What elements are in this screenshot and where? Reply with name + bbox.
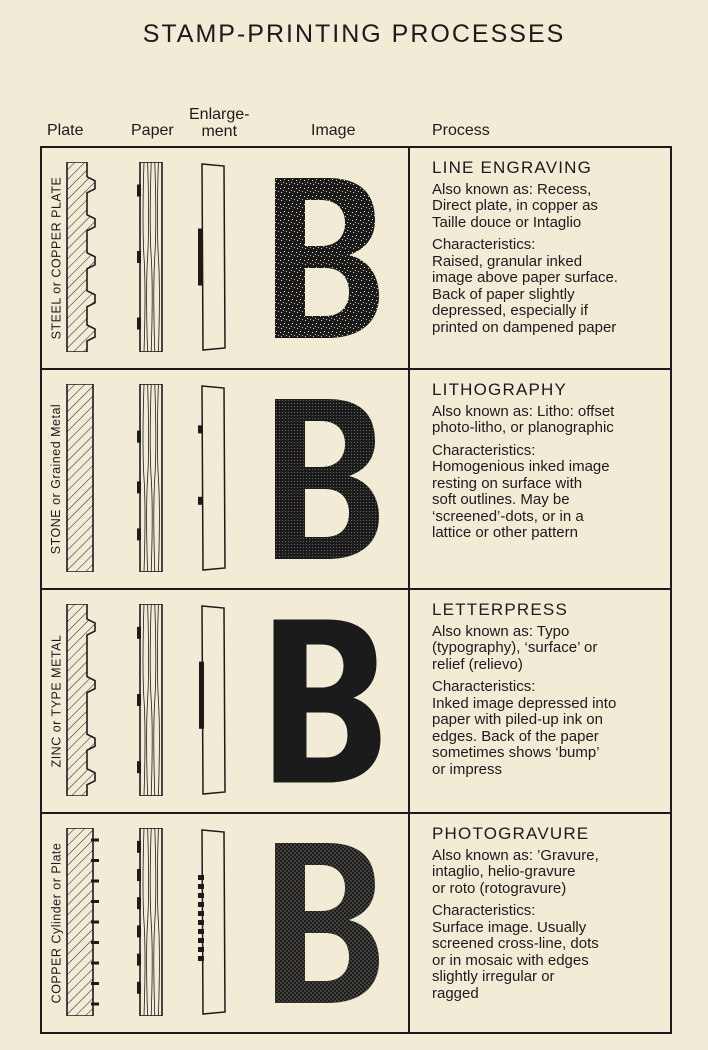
characteristics-line: Homogenious inked image (432, 458, 610, 475)
also-known-as-line: Direct plate, in copper as (432, 197, 598, 214)
plate-cross-section-icon (65, 384, 101, 572)
plate-material-label (46, 158, 66, 358)
characteristics-line: Back of paper slightly (432, 285, 575, 303)
characteristics-line: resting on surface with (432, 474, 583, 492)
page-title: STAMP-PRINTING PROCESSES (142, 20, 566, 48)
characteristics-line: paper with piled-up ink on (432, 711, 603, 728)
characteristics-line: edges. Back of the paper (432, 727, 599, 745)
enlargement-detail-icon (194, 828, 234, 1016)
characteristics-line: depressed, especially if (432, 302, 588, 319)
header-enlargement (189, 106, 249, 140)
enlargement-detail-icon (194, 604, 234, 796)
characteristics-line: printed on dampened paper (432, 318, 617, 336)
plate-material-text: ZINC or TYPE METAL (49, 634, 63, 768)
letter-b-image (272, 618, 382, 784)
characteristics-line: Raised, granular inked (432, 252, 583, 270)
also-known-as-line: relief (relievo) (432, 655, 523, 673)
also-known-as-line: Taille douce or Intaglio (432, 213, 582, 231)
characteristics-line: Inked image depressed into (432, 694, 617, 712)
header-process: Process (432, 122, 490, 139)
plate-material-label (46, 824, 66, 1022)
letter-b-image (272, 840, 382, 1006)
paper-cross-section-icon (134, 162, 168, 352)
process-table (40, 146, 672, 1034)
letter-b-image (272, 396, 382, 562)
header-image: Image (311, 122, 356, 139)
plate-material-text: STEEL or COPPER PLATE (49, 176, 64, 340)
header-paper: Paper (131, 122, 174, 139)
characteristics-line: or impress (432, 760, 503, 778)
also-known-as-line: photo-litho, or planographic (432, 419, 614, 436)
process-row (42, 814, 670, 1032)
characteristics-heading: Characteristics: (432, 902, 536, 919)
characteristics-line: lattice or other pattern (432, 524, 578, 541)
process-row (42, 148, 670, 368)
letter-b-image (272, 175, 382, 341)
process-description (432, 382, 668, 542)
process-description (432, 160, 668, 336)
process-description (432, 602, 668, 778)
process-name: LITHOGRAPHY (432, 380, 568, 399)
header-enlargement-line2: ment (201, 123, 238, 140)
plate-material-text: COPPER Cylinder or Plate (49, 842, 64, 1004)
characteristics-heading: Characteristics: (432, 236, 536, 253)
characteristics-line: slightly irregular or (432, 968, 555, 985)
plate-material-label (46, 380, 66, 578)
characteristics-heading: Characteristics: (432, 441, 536, 459)
process-row (42, 370, 670, 588)
characteristics-line: sometimes shows ‘bump’ (432, 744, 600, 761)
also-known-as-line: (typography), ‘surface’ or (432, 639, 598, 656)
characteristics-heading: Characteristics: (432, 678, 536, 695)
paper-cross-section-icon (134, 604, 168, 796)
also-known-as-line: Also known as: Litho: offset (432, 402, 615, 420)
header-plate: Plate (47, 122, 84, 139)
plate-material-label (46, 600, 66, 802)
header-enlargement-line1: Enlarge- (189, 106, 250, 123)
also-known-as-line: or roto (rotogravure) (432, 879, 567, 897)
characteristics-line: soft outlines. May be (432, 491, 570, 508)
also-known-as-line: Also known as: Typo (432, 622, 570, 640)
characteristics-line: or in mosaic with edges (432, 951, 589, 969)
process-name: LINE ENGRAVING (432, 158, 593, 177)
plate-cross-section-icon (65, 162, 101, 352)
process-name: PHOTOGRAVURE (432, 824, 590, 843)
characteristics-line: Surface image. Usually (432, 918, 587, 936)
paper-cross-section-icon (134, 828, 168, 1016)
characteristics-line: image above paper surface. (432, 269, 618, 286)
plate-material-text: STONE or Grained Metal (49, 403, 63, 555)
enlargement-detail-icon (194, 384, 234, 572)
also-known-as-line: Also known as: Recess, (432, 180, 592, 198)
characteristics-line: screened cross-line, dots (432, 935, 599, 952)
also-known-as-line: Also known as: ’Gravure, (432, 846, 599, 864)
plate-cross-section-icon (65, 828, 101, 1016)
characteristics-line: ragged (432, 984, 479, 1002)
process-name: LETTERPRESS (432, 600, 569, 619)
process-description (432, 826, 668, 1002)
also-known-as-line: intaglio, helio-gravure (432, 863, 576, 880)
paper-cross-section-icon (134, 384, 168, 572)
enlargement-detail-icon (194, 162, 234, 352)
plate-cross-section-icon (65, 604, 101, 796)
process-row (42, 590, 670, 812)
characteristics-line: ‘screened’-dots, or in a (432, 507, 584, 525)
